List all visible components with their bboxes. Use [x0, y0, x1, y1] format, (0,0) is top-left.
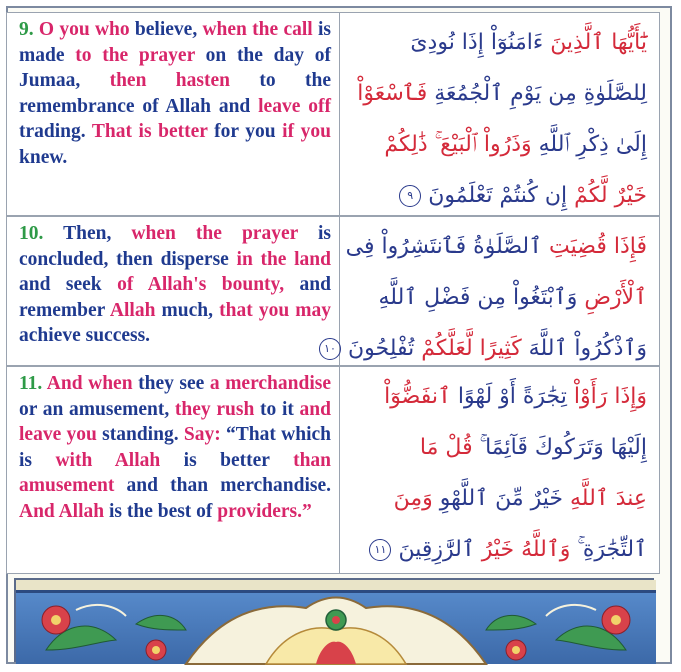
ornamental-border-icon: [14, 578, 654, 662]
arabic-verse: [340, 366, 660, 574]
translation-segment: trading.: [19, 121, 86, 143]
translation-segment: than amusement: [19, 449, 332, 497]
translation-segment: and than merchandise.: [114, 475, 331, 497]
translation-segment: Say:: [178, 424, 221, 446]
arabic-line: [348, 371, 647, 422]
arabic-line: [348, 524, 647, 575]
translation-segment: they see: [132, 373, 205, 394]
translation-segment: And Allah: [19, 500, 105, 522]
translation-segment: or an amusement,: [19, 398, 170, 420]
arabic-segment: يَٰٓأَيُّهَا ٱلَّذِينَ: [550, 30, 647, 55]
arabic-segment: ٱلصَّلَوٰةُ فَٱنتَشِرُواْ فِى: [345, 234, 550, 259]
verse-row-11: [6, 366, 660, 574]
english-translation: [6, 12, 340, 216]
verse-row-10: [6, 216, 660, 366]
arabic-segment: وَٱبْتَغُواْ مِن فَضْلِ ٱللَّهِ: [378, 285, 585, 310]
translation-segment: And when: [42, 373, 133, 394]
arabic-segment: وَٱللَّهُ خَيْرُ: [481, 537, 578, 562]
translation-segment: standing.: [96, 424, 179, 446]
arabic-segment: ءَامَنُوٓاْ إِذَا نُودِىَ: [410, 30, 551, 55]
translation-segment: Allah: [104, 299, 156, 321]
translation-segment: that you may: [213, 299, 332, 321]
ayah-number-marker: ١٠: [319, 338, 341, 360]
translation-segment: 9.: [19, 19, 34, 40]
translation-segment: is made: [19, 19, 331, 66]
arabic-line: [348, 17, 647, 68]
translation-segment: knew.: [19, 146, 68, 168]
translation-segment: achieve success.: [19, 325, 151, 347]
arabic-segment: خَيْرٌ مِّنَ ٱللَّهْوِ: [439, 486, 571, 511]
english-translation: [6, 366, 340, 574]
translation-segment: believe,: [129, 19, 198, 40]
arabic-segment: تُفْلِحُونَ: [348, 336, 422, 361]
translation-segment: much,: [155, 299, 214, 321]
arabic-segment: وَٱذْكُرُواْ ٱللَّهَ: [528, 336, 647, 361]
translation-segment: leave off: [250, 95, 331, 117]
translation-segment: 11.: [19, 373, 43, 394]
translation-segment: O you who: [33, 19, 130, 40]
translation-segment: and remember: [19, 274, 331, 321]
translation-segment: then disperse: [108, 248, 229, 270]
translation-segment: “That which is: [19, 424, 331, 471]
arabic-line: [348, 422, 647, 473]
translation-segment: of Allah's bounty,: [101, 274, 285, 296]
ayah-number-marker: ٩: [399, 185, 421, 207]
arabic-segment: وَذَرُواْ ٱلْبَيْعَ ۚ ذَٰلِكُمْ: [384, 132, 539, 157]
translation-segment: That is better: [85, 121, 208, 143]
arabic-segment: فَٱسْعَوْاْ: [357, 81, 435, 106]
arabic-segment: وَمِنَ: [393, 486, 440, 511]
translation-segment: if you: [275, 121, 331, 143]
arabic-line: [348, 272, 647, 323]
arabic-segment: خَيْرٌ لَّكُمْ: [574, 183, 647, 208]
arabic-segment: ٱنفَضُّوٓاْ: [384, 384, 458, 409]
arabic-line: [348, 119, 647, 170]
arabic-segment: كَثِيرًا لَّعَلَّكُمْ: [421, 336, 529, 361]
floral-ornament: [16, 580, 656, 664]
arabic-segment: ٱلتِّجَٰرَةِ ۚ: [577, 537, 647, 562]
translation-segment: and leave: [19, 398, 331, 446]
translation-segment: then hasten: [80, 70, 230, 92]
arabic-segment: ٱلْأَرْضِ: [584, 285, 647, 310]
arabic-line: [348, 68, 647, 119]
translation-segment: they rush: [169, 398, 255, 420]
translation-segment: you: [61, 424, 97, 446]
translation-segment: when the prayer: [111, 223, 298, 244]
translation-segment: providers.”: [212, 500, 312, 522]
translation-segment: to the remembrance of Allah and: [19, 70, 331, 117]
translation-segment: is better: [160, 449, 270, 471]
translation-segment: in the land: [228, 248, 331, 270]
translation-segment: is the best of: [104, 500, 213, 522]
arabic-segment: فَإِذَا قُضِيَتِ: [549, 234, 647, 259]
verse-row-9: [6, 12, 660, 216]
arabic-segment: عِندَ ٱللَّهِ: [570, 486, 647, 511]
translation-segment: prayer: [128, 44, 195, 66]
arabic-segment: ٱلرَّٰزِقِينَ: [398, 537, 482, 562]
arabic-verse: [324, 216, 660, 366]
arabic-segment: تِجَٰرَةً أَوْ لَهْوًا: [457, 384, 574, 409]
arabic-line: [345, 221, 647, 272]
arabic-segment: إِلَىٰ ذِكْرِ ٱللَّهِ: [538, 132, 647, 157]
arabic-verse: [340, 12, 660, 216]
translation-segment: with Allah: [32, 449, 161, 471]
arabic-segment: وَإِذَا رَأَوْاْ: [573, 384, 647, 409]
translation-segment: and seek: [19, 274, 102, 296]
ayah-number-marker: ١١: [369, 539, 391, 561]
translation-segment: when the call: [197, 19, 313, 40]
translation-segment: for you: [207, 121, 276, 143]
translation-segment: a merchandise: [204, 373, 331, 394]
translation-segment: to the: [64, 44, 129, 66]
translation-segment: to it: [254, 398, 294, 420]
english-translation: [6, 216, 340, 366]
translation-segment: 10.: [19, 223, 44, 244]
translation-segment: Then,: [43, 223, 112, 244]
arabic-line: [348, 473, 647, 524]
arabic-line: [348, 170, 647, 221]
translation-segment: is concluded,: [19, 223, 331, 270]
arabic-segment: لِلصَّلَوٰةِ مِن يَوْمِ ٱلْجُمُعَةِ: [434, 81, 647, 106]
arabic-segment: إِن كُنتُمْ تَعْلَمُونَ: [428, 183, 575, 208]
arabic-segment: إِلَيْهَا وَتَرَكُوكَ قَآئِمًا ۚ: [479, 435, 647, 460]
translation-segment: on the day of Jumaa,: [19, 44, 331, 92]
arabic-segment: قُلْ مَا: [419, 435, 480, 460]
